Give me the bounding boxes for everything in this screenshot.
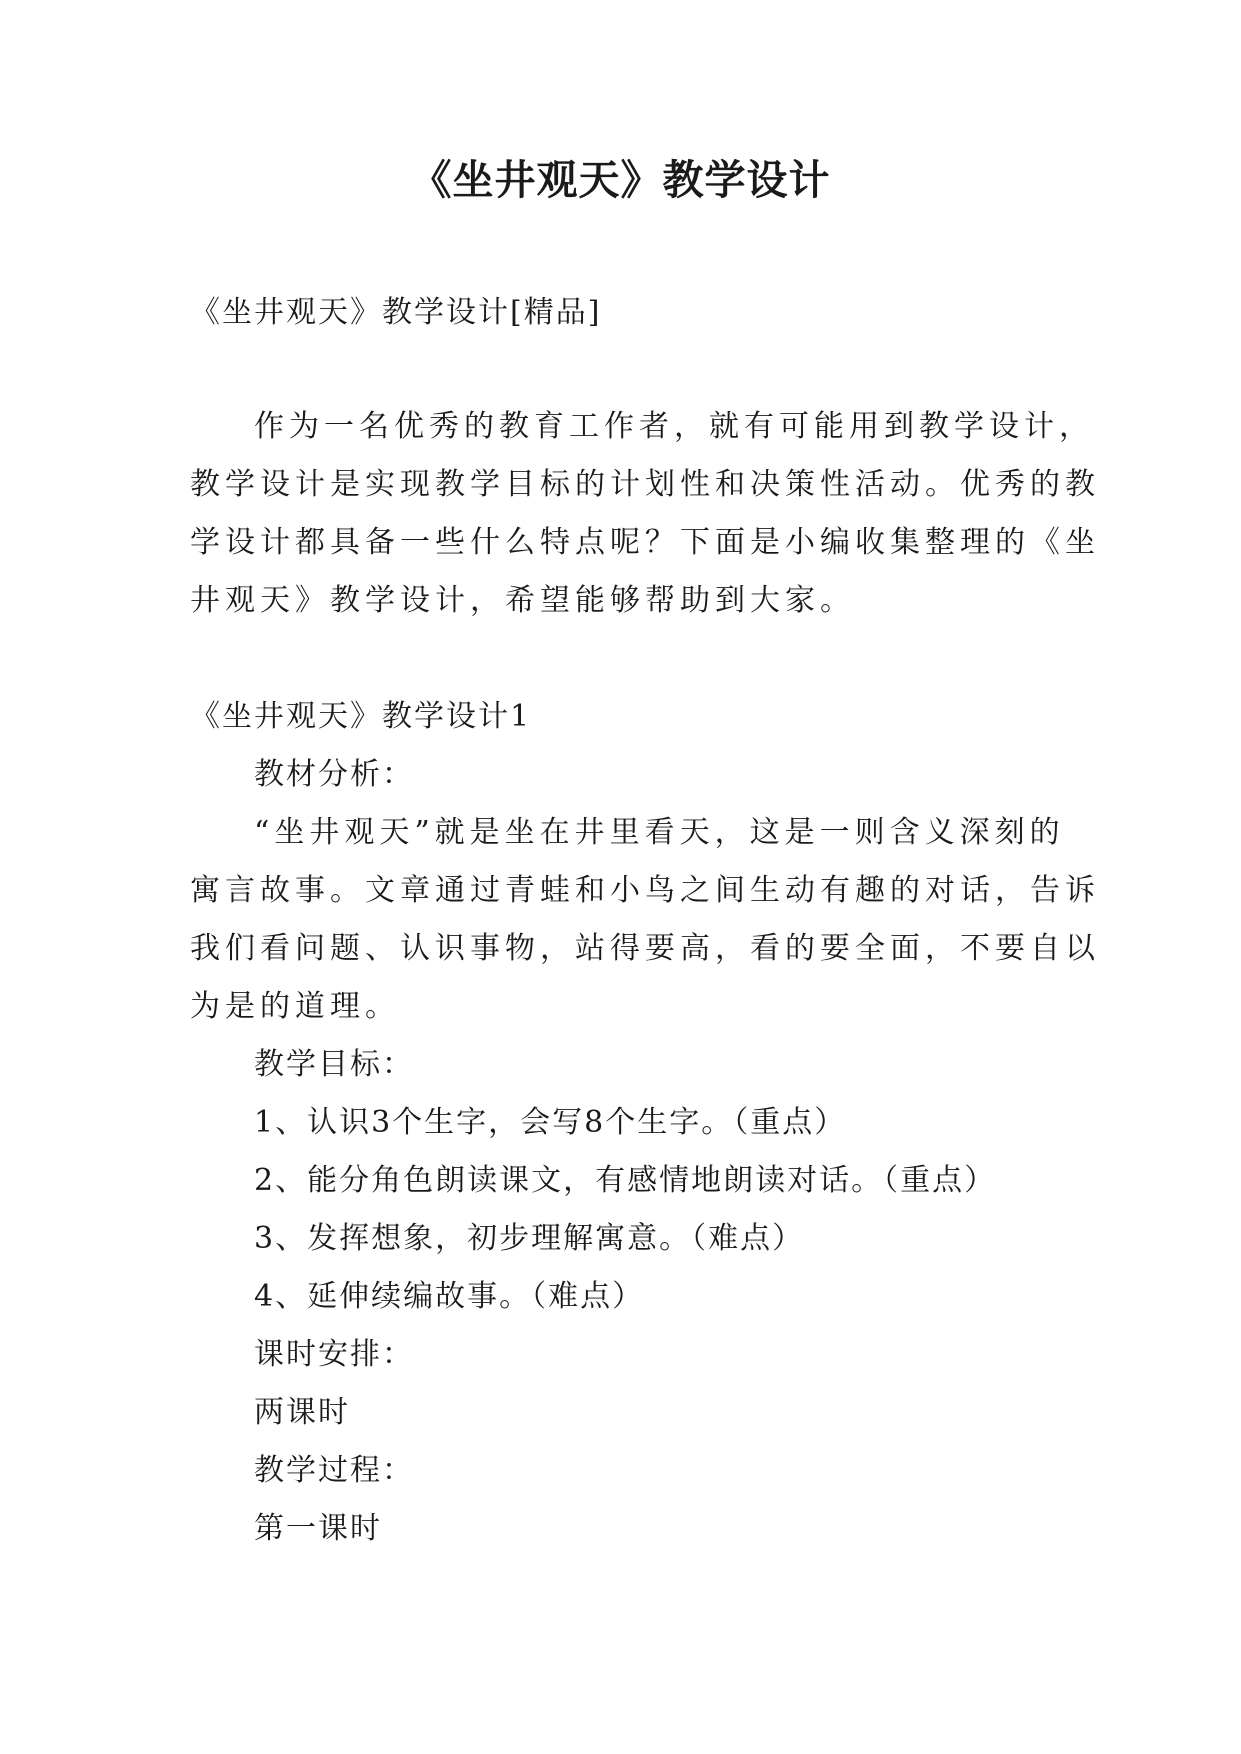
- section-heading: 《坐井观天》教学设计1: [190, 699, 532, 734]
- goals-label: 教学目标：: [254, 1047, 414, 1082]
- intro-line: 作为一名优秀的教育工作者，就有可能用到教学设计，: [254, 409, 1094, 444]
- first-lesson-heading: 第一课时: [254, 1511, 382, 1546]
- material-line: 我们看问题、认识事物，站得要高，看的要全面，不要自以: [190, 931, 1100, 966]
- material-line: 寓言故事。文章通过青蛙和小鸟之间生动有趣的对话，告诉: [190, 873, 1100, 908]
- schedule-value: 两课时: [254, 1395, 350, 1430]
- goal-item: 1、认识3个生字，会写8个生字。（重点）: [254, 1105, 847, 1140]
- material-label: 教材分析：: [254, 757, 414, 792]
- intro-line: 教学设计是实现教学目标的计划性和决策性活动。优秀的教: [190, 467, 1100, 502]
- goal-item: 4、延伸续编故事。（难点）: [254, 1279, 645, 1314]
- intro-line: 学设计都具备一些什么特点呢？下面是小编收集整理的《坐: [190, 525, 1100, 560]
- schedule-label: 课时安排：: [254, 1337, 414, 1372]
- process-label: 教学过程：: [254, 1453, 414, 1488]
- intro-line: 井观天》教学设计，希望能够帮助到大家。: [190, 583, 855, 618]
- document-title: 《坐井观天》教学设计: [410, 156, 831, 204]
- document-subtitle: 《坐井观天》教学设计[精品]: [190, 295, 602, 330]
- goal-item: 2、能分角色朗读课文，有感情地朗读对话。（重点）: [254, 1163, 997, 1198]
- goal-item: 3、发挥想象，初步理解寓意。（难点）: [254, 1221, 805, 1256]
- material-line: 为是的道理。: [190, 989, 400, 1024]
- material-line: “坐井观天”就是坐在井里看天，这是一则含义深刻的: [254, 815, 1065, 850]
